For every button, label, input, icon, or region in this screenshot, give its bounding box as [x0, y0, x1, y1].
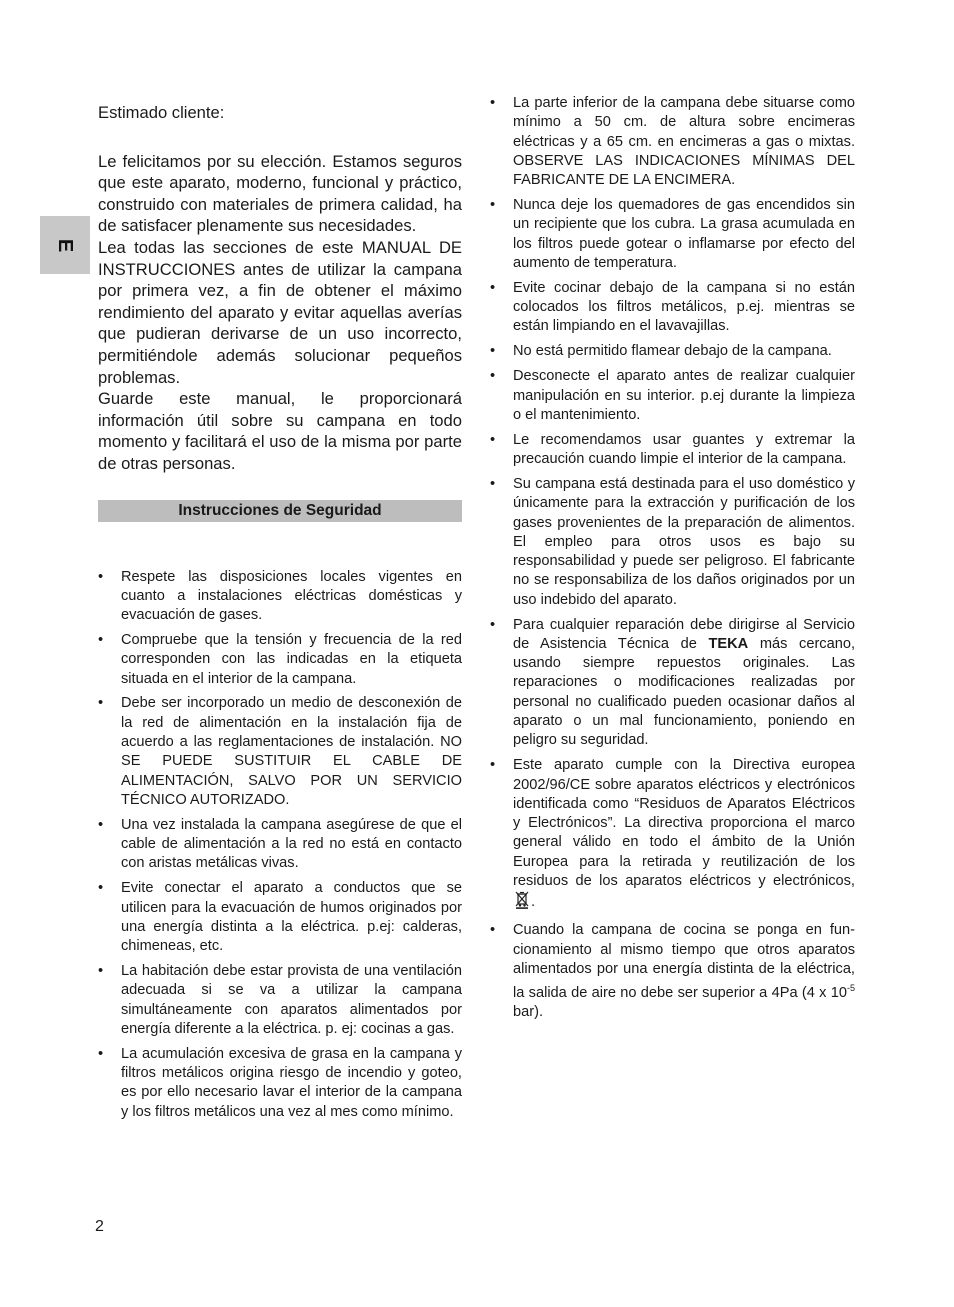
intro-paragraph: Le felicitamos por su elección. Estamos seguros que este aparato, moderno, funcional y práctico, construido con materiales de primera calidad, ha de satisfacer plenamente sus necesidades. — [98, 151, 462, 236]
safety-list-left — [98, 568, 462, 1123]
bullet-dot: • — [490, 616, 496, 633]
safety-item-pressure — [490, 921, 855, 1022]
safety-item — [490, 196, 855, 273]
safety-item-repair — [490, 616, 855, 751]
safety-item — [98, 879, 462, 956]
safety-item-text: Nunca deje los quemadores de gas encendidos sin un recipiente que los cubra. La grasa acumulada en los filtros puede gotear o inflamarse por efecto del aumento de temperatura. — [513, 197, 855, 271]
safety-item — [98, 816, 462, 874]
intro-paragraph: Guarde este manual, le proporcionará información útil sobre su campana en todo momento y facilitará el uso de la misma por parte de otras personas. — [98, 389, 462, 473]
bullet-dot: • — [98, 816, 104, 833]
safety-list-right — [490, 94, 855, 1023]
bullet-dot: • — [490, 197, 496, 214]
safety-item-text: La acumulación excesiva de grasa en la campana y filtros metálicos origina riesgo de incendio y goteo, es por ello necesario lavar el interior de la campana y los filtros metálicos una vez al mes como mínimo. — [121, 1045, 462, 1120]
safety-item-text: Su campana está destinada para el uso doméstico y únicamente para la extracción y purificación de los gases provenientes de la preparación de alimentos. El empleo para otros usos es bajo su responsabilidad y puede ser peligroso. El fabricante no se responsabiliza de los daños originados por un uso indebido del aparato. — [513, 475, 855, 608]
safety-item-text: Compruebe que la tensión y frecuencia de la red corresponden con las indicadas en la etiqueta situada en el interior de la campana. — [121, 631, 462, 687]
bullet-dot: • — [490, 475, 496, 492]
safety-item — [98, 631, 462, 689]
safety-item-text: Evite cocinar debajo de la campana si no están colocados los filtros metálicos, p.ej. mientras se están limpiando en el lavavajillas. — [513, 279, 855, 335]
safety-item — [490, 342, 855, 361]
safety-item-text: Le recomendamos usar guantes y extremar la precaución cuando limpie el interior de la campana. — [513, 431, 855, 468]
greeting: Estimado cliente: — [98, 103, 225, 122]
bullet-dot: • — [490, 95, 496, 111]
language-tab — [40, 216, 90, 274]
directive-end: . — [531, 894, 536, 911]
safety-item — [490, 367, 855, 425]
pressure-exponent: -5 — [846, 983, 855, 994]
safety-item — [490, 94, 855, 190]
bullet-dot: • — [98, 880, 104, 897]
right-column — [490, 94, 855, 1028]
page-number: 2 — [95, 1218, 104, 1235]
safety-item-directive — [490, 756, 855, 915]
safety-item-text: Desconecte el aparato antes de realizar cualquier manipulación en su interior. p.ej durante la limpieza o el mantenimiento. — [513, 368, 855, 423]
bullet-dot: • — [490, 368, 496, 385]
safety-item-text: Debe ser incorporado un medio de desconexión de la red de alimentación en la instalación fija de acuerdo a las reglamentaciones de instalación. NO SE PUEDE SUSTITUIR EL CABLE DE ALIMENTACIÓN, SALVO POR UN SERVICIO TÉCNICO AUTORIZADO. — [121, 695, 462, 808]
directive-text: Este aparato cumple con la Directiva europea 2002/96/CE sobre aparatos eléctricos y electrónicos identificada como “Residuos de Aparatos Eléctricos y Electrónicos”. La directiva proporciona el marco general válido en todo el ámbito de la Unión Europea para la retirada y reutilización de los residuos de los aparatos eléctricos y electrónicos, — [513, 757, 855, 890]
safety-item-text: La parte inferior de la campana debe situarse como mínimo a 50 cm. de altura sobre encimeras eléctricas y a 65 cm. en encimeras a gas o mixtas. OBSERVE LAS INDICACIONES MÍNIMAS DEL FABRICANTE DE LA ENCIMERA. — [513, 95, 855, 189]
bullet-dot: • — [490, 922, 496, 939]
bullet-dot: • — [490, 279, 496, 296]
repair-text-end: más cercano, usando siempre repuestos originales. Las reparaciones o modificaciones realizadas por personal no cualificado pueden ocasionar daños al aparato o un mal funcionamiento, poniendo en peligro su seguridad. — [513, 635, 855, 749]
safety-item-text: La habitación debe estar provista de una ventilación adecuada si se va a utilizar la campana simultáneamente con aparatos alimentados por energía diferente a la eléctrica. p. ej: cocinas a gas. — [121, 963, 462, 1037]
brand-name: TEKA — [708, 635, 749, 652]
intro-text — [98, 151, 462, 475]
bullet-dot: • — [98, 1045, 104, 1062]
left-column — [98, 102, 462, 1128]
bullet-dot: • — [490, 757, 496, 774]
safety-item — [490, 279, 855, 337]
safety-item-text: Evite conectar el aparato a conductos que se utilicen para la evacuación de humos originados por una energía distinta a la eléctrica. p.ej: calderas, chimeneas, etc. — [121, 880, 462, 955]
safety-item — [98, 568, 462, 626]
pressure-end: bar). — [513, 1004, 544, 1021]
safety-item-text: Una vez instalada la campana asegúrese de que el cable de alimentación a la red no está en contacto con aristas metálicas vivas. — [121, 816, 462, 872]
safety-item — [490, 475, 855, 610]
intro-paragraph: Lea todas las secciones de este MANUAL DE INSTRUCCIONES antes de utilizar la campana por primera vez, a fin de obtener el máximo rendimiento del aparato y evitar aquellas averías que pudieran derivarse de un uso incorrecto, permitiéndole además solucionar pequeños problemas. — [98, 237, 462, 387]
pressure-text: Cuando la campana de cocina se ponga en fun-cionamiento al mismo tiempo que otros aparatos alimentados por una energía distinta de la eléctrica, la salida de aire no debe ser superior a 4Pa (4 x 10 — [513, 922, 855, 1001]
safety-item — [490, 431, 855, 470]
safety-item-text: No está permitido flamear debajo de la campana. — [513, 343, 832, 360]
bullet-dot: • — [98, 568, 104, 585]
safety-item — [98, 1045, 462, 1122]
repair-text: Para cualquier reparación debe dirigirse al Servicio de Asistencia Técnica de — [513, 616, 855, 652]
safety-item — [98, 962, 462, 1039]
crossed-wheelie-bin-icon — [515, 891, 529, 915]
bullet-dot: • — [490, 343, 496, 360]
bullet-dot: • — [98, 631, 104, 648]
safety-item — [98, 694, 462, 810]
safety-item-text: Respete las disposiciones locales vigentes en cuanto a instalaciones eléctricas domésticas y evacuación de gases. — [121, 568, 462, 624]
bullet-dot: • — [98, 963, 104, 980]
bullet-dot: • — [98, 695, 104, 712]
bullet-dot: • — [490, 431, 496, 448]
section-title: Instrucciones de Seguridad — [98, 500, 462, 522]
language-letter: E — [54, 238, 77, 252]
